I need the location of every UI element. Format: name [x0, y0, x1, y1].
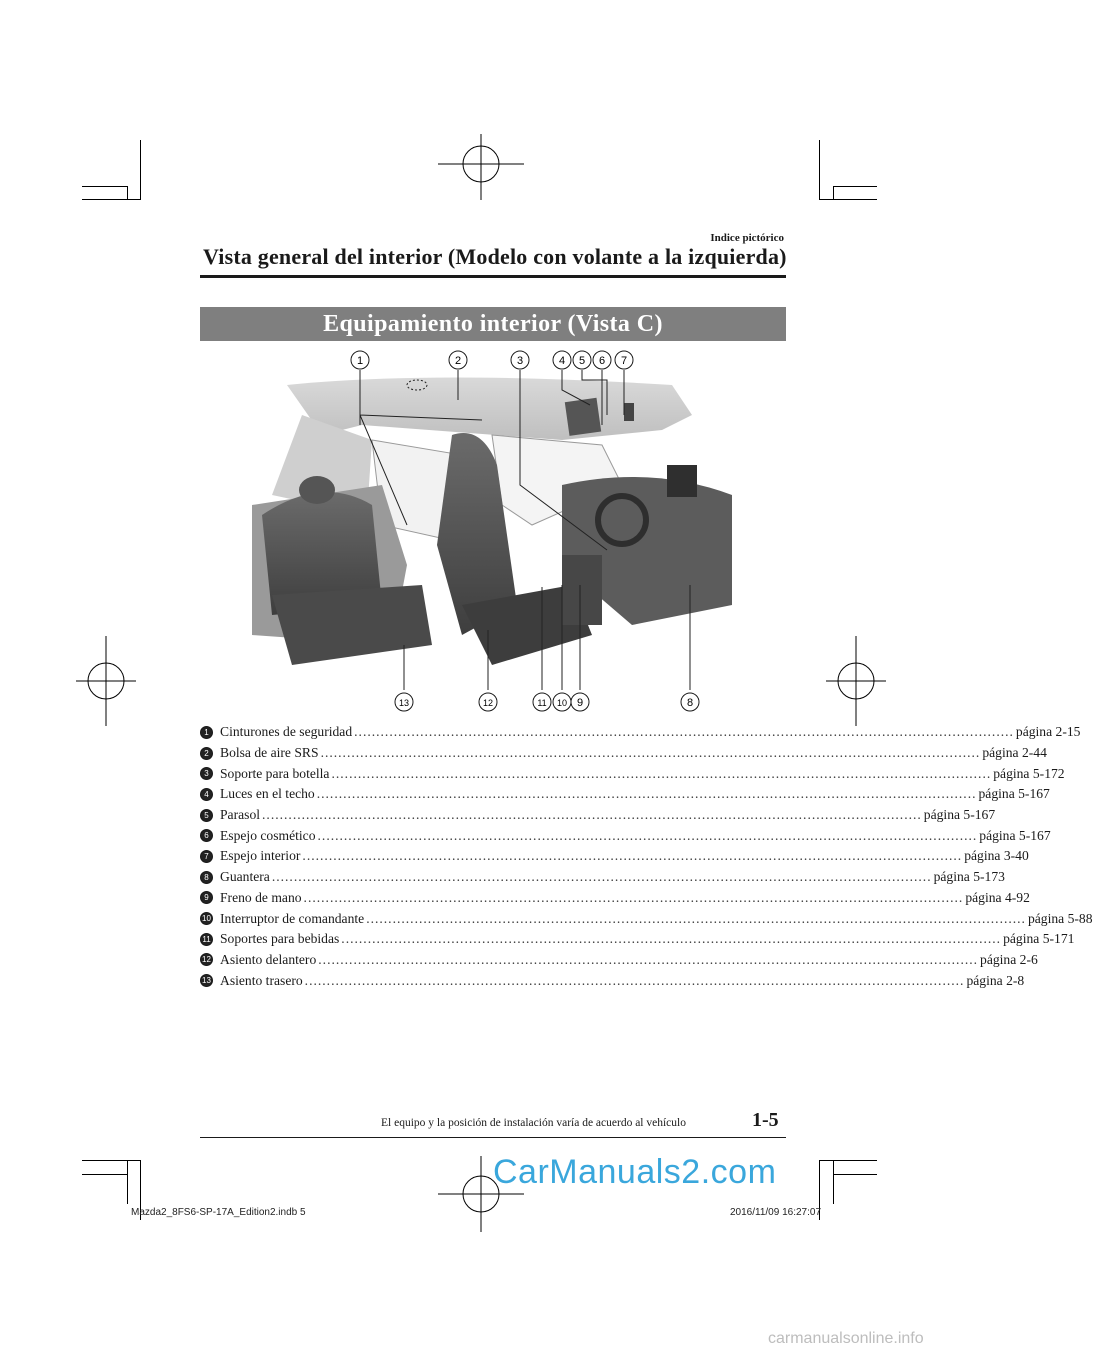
watermark: carmanualsonline.info [768, 1330, 924, 1347]
leader-dots: ...................................................................................................................................................... [341, 931, 1002, 947]
leader-dots: ...................................................................................................................................................... [262, 807, 922, 823]
svg-text:13: 13 [398, 698, 410, 708]
print-file-info: Mazda2_8FS6-SP-17A_Edition2.indb 5 [131, 1207, 306, 1218]
interior-illustration [232, 345, 752, 717]
footer-divider [200, 1137, 786, 1138]
item-label: Freno de mano [220, 889, 302, 905]
list-item[interactable] [200, 846, 1029, 867]
list-item[interactable] [200, 784, 1050, 805]
registration-target-top [438, 134, 524, 220]
list-item[interactable] [200, 825, 1051, 846]
list-item[interactable] [200, 867, 1005, 888]
list-item[interactable] [200, 970, 1025, 991]
callout-marker [593, 351, 611, 369]
section-label: Indice pictórico [710, 232, 784, 244]
callout-marker [395, 693, 413, 711]
svg-text:3: 3 [516, 355, 524, 367]
callout-marker [351, 351, 369, 369]
callout-marker [615, 351, 633, 369]
list-item[interactable] [200, 929, 1075, 950]
item-number-badge: 12 [200, 953, 213, 966]
leader-dots: ...................................................................................................................................................... [303, 889, 964, 905]
item-number-badge: 7 [200, 850, 213, 863]
item-label: Parasol [220, 807, 261, 823]
callout-marker [533, 693, 551, 711]
item-number-badge: 8 [200, 871, 213, 884]
list-item[interactable] [200, 908, 1093, 929]
item-label: Espejo interior [220, 848, 301, 864]
registration-target-right [826, 636, 886, 726]
callout-marker [449, 351, 467, 369]
page-title: Vista general del interior (Modelo con volante a la izquierda) [203, 244, 787, 269]
svg-text:4: 4 [558, 355, 566, 367]
item-number-badge: 3 [200, 767, 213, 780]
svg-text:12: 12 [482, 698, 494, 708]
footer-note: El equipo y la posición de instalación varía de acuerdo al vehículo [381, 1117, 686, 1129]
svg-text:10: 10 [556, 698, 568, 708]
brand-logo[interactable]: CarManuals2.com [493, 1153, 777, 1191]
item-label: Espejo cosmético [220, 827, 316, 843]
page-reference[interactable]: página 2-8 [966, 972, 1025, 988]
list-item[interactable] [200, 722, 1081, 743]
leader-dots: ...................................................................................................................................................... [354, 724, 1014, 740]
page-reference[interactable]: página 2-44 [982, 745, 1047, 761]
callout-marker [553, 351, 571, 369]
list-item[interactable] [200, 763, 1065, 784]
page-reference[interactable]: página 5-171 [1003, 931, 1075, 947]
svg-text:1: 1 [356, 355, 364, 367]
page-reference[interactable]: página 4-92 [965, 889, 1030, 905]
svg-text:6: 6 [598, 355, 606, 367]
item-index-list [200, 722, 1093, 991]
callout-marker [553, 693, 571, 711]
svg-text:11: 11 [537, 698, 547, 708]
item-number-badge: 6 [200, 829, 213, 842]
callout-marker [681, 693, 699, 711]
item-number-badge: 13 [200, 974, 213, 987]
title-divider [200, 275, 786, 278]
svg-text:7: 7 [620, 355, 628, 367]
page-reference[interactable]: página 5-173 [933, 869, 1005, 885]
page-reference[interactable]: página 2-15 [1015, 724, 1081, 740]
svg-text:8: 8 [686, 697, 694, 709]
item-number-badge: 9 [200, 891, 213, 904]
item-label: Asiento trasero [220, 972, 303, 988]
page-reference[interactable]: página 5-167 [979, 827, 1051, 843]
item-number-badge: 4 [200, 788, 213, 801]
item-label: Bolsa de aire SRS [220, 745, 319, 761]
callout-marker [479, 693, 497, 711]
leader-dots: ...................................................................................................................................................... [318, 951, 979, 967]
item-label: Cinturones de seguridad [220, 724, 353, 740]
item-number-badge: 5 [200, 809, 213, 822]
page-number: 1-5 [752, 1109, 779, 1131]
page-reference[interactable]: página 5-172 [993, 765, 1065, 781]
print-date-info: 2016/11/09 16:27:07 [730, 1207, 822, 1218]
item-label: Asiento delantero [220, 951, 317, 967]
svg-text:9: 9 [576, 697, 584, 709]
svg-text:2: 2 [454, 355, 462, 367]
leader-dots: ...................................................................................................................................................... [302, 848, 963, 864]
list-item[interactable] [200, 805, 996, 826]
section-banner: Equipamiento interior (Vista C) [200, 307, 786, 341]
callout-marker [573, 351, 591, 369]
leader-dots: ...................................................................................................................................................... [317, 827, 978, 843]
item-label: Soportes para bebidas [220, 931, 340, 947]
dashboard [562, 465, 732, 625]
page-reference[interactable]: página 5-88 [1027, 910, 1093, 926]
item-label: Interruptor de comandante [220, 910, 365, 926]
list-item[interactable] [200, 950, 1038, 971]
leader-dots: ...................................................................................................................................................... [320, 745, 981, 761]
item-number-badge: 11 [200, 933, 213, 946]
list-item[interactable] [200, 743, 1047, 764]
leader-dots: ...................................................................................................................................................... [271, 869, 932, 885]
item-number-badge: 2 [200, 747, 213, 760]
leader-dots: ...................................................................................................................................................... [316, 786, 977, 802]
page-reference[interactable]: página 5-167 [978, 786, 1050, 802]
item-number-badge: 10 [200, 912, 213, 925]
list-item[interactable] [200, 888, 1030, 909]
registration-target-left [76, 636, 136, 726]
leader-dots: ...................................................................................................................................................... [331, 765, 992, 781]
svg-text:5: 5 [578, 355, 586, 367]
callout-marker [511, 351, 529, 369]
page-reference[interactable]: página 2-6 [980, 951, 1038, 967]
callout-marker [571, 693, 589, 711]
item-number-badge: 1 [200, 726, 213, 739]
item-label: Guantera [220, 869, 270, 885]
page-reference[interactable]: página 5-167 [923, 807, 996, 823]
item-label: Soporte para botella [220, 765, 330, 781]
leader-dots: ...................................................................................................................................................... [366, 910, 1026, 926]
item-label: Luces en el techo [220, 786, 315, 802]
leader-dots: ...................................................................................................................................................... [304, 972, 965, 988]
page-reference[interactable]: página 3-40 [964, 848, 1029, 864]
